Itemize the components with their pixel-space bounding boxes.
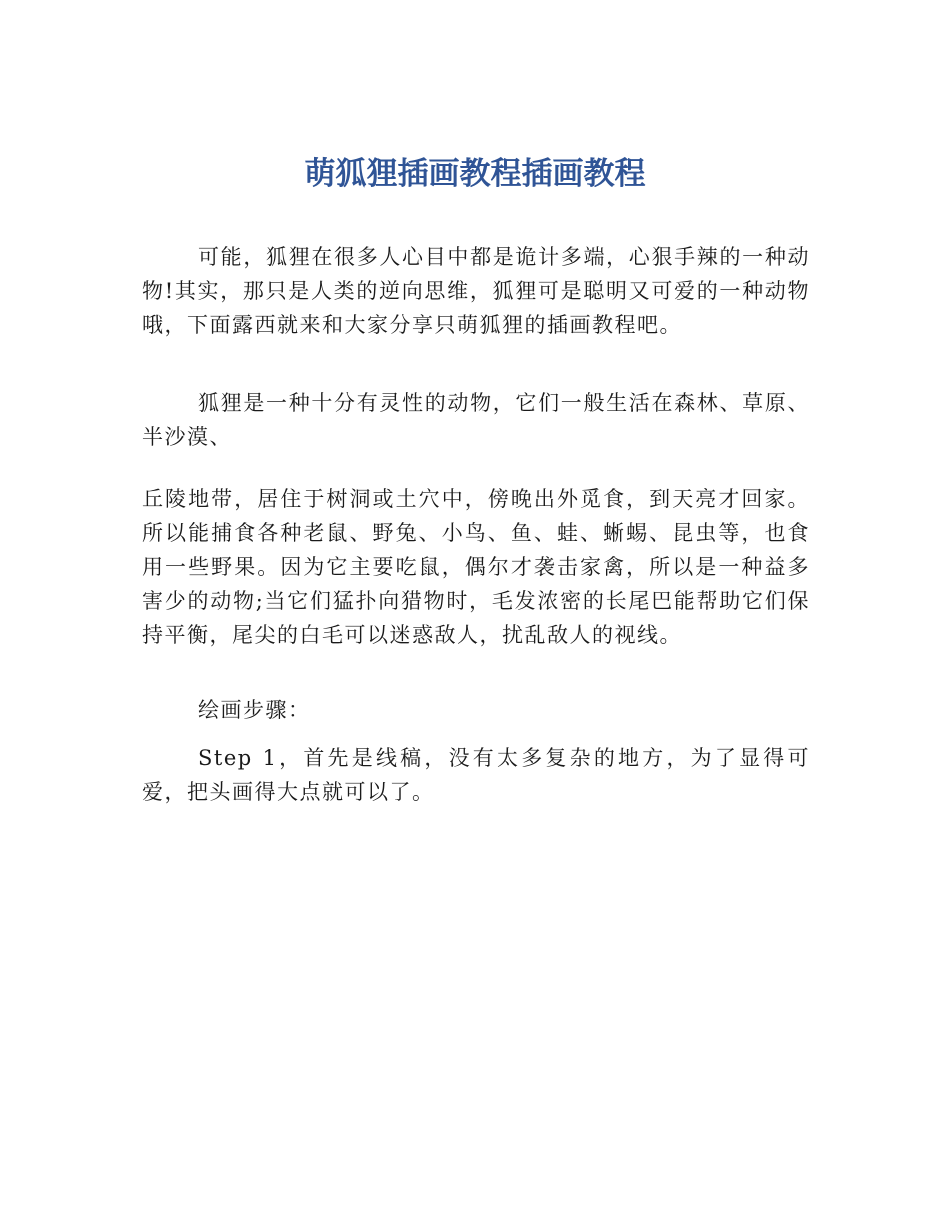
paragraph-habitat-continued: 丘陵地带，居住于树洞或土穴中，傍晚出外觅食，到天亮才回家。所以能捕食各种老鼠、野兔、小鸟、鱼、蛙、蜥蜴、昆虫等，也食用一些野果。因为它主要吃鼠，偶尔才袭击家禽，所以是一种益多害少的动物;当它们猛扑向猎物时，毛发浓密的长尾巴能帮助它们保持平衡，尾尖的白毛可以迷惑敌人，扰乱敌人的视线。 [142, 487, 810, 647]
paragraph-step-1: Step 1，首先是线稿，没有太多复杂的地方，为了显得可爱，把头画得大点就可以了。 [142, 746, 810, 804]
paragraph-steps-heading: 绘画步骤： [198, 698, 311, 722]
document-title: 萌狐狸插画教程插画教程 [304, 156, 646, 192]
paragraph-intro: 可能，狐狸在很多人心目中都是诡计多端，心狠手辣的一种动物!其实，那只是人类的逆向思维，狐狸可是聪明又可爱的一种动物哦，下面露西就来和大家分享只萌狐狸的插画教程吧。 [142, 245, 810, 337]
paragraph-habitat-start: 狐狸是一种十分有灵性的动物，它们一般生活在森林、草原、半沙漠、 [142, 391, 810, 449]
